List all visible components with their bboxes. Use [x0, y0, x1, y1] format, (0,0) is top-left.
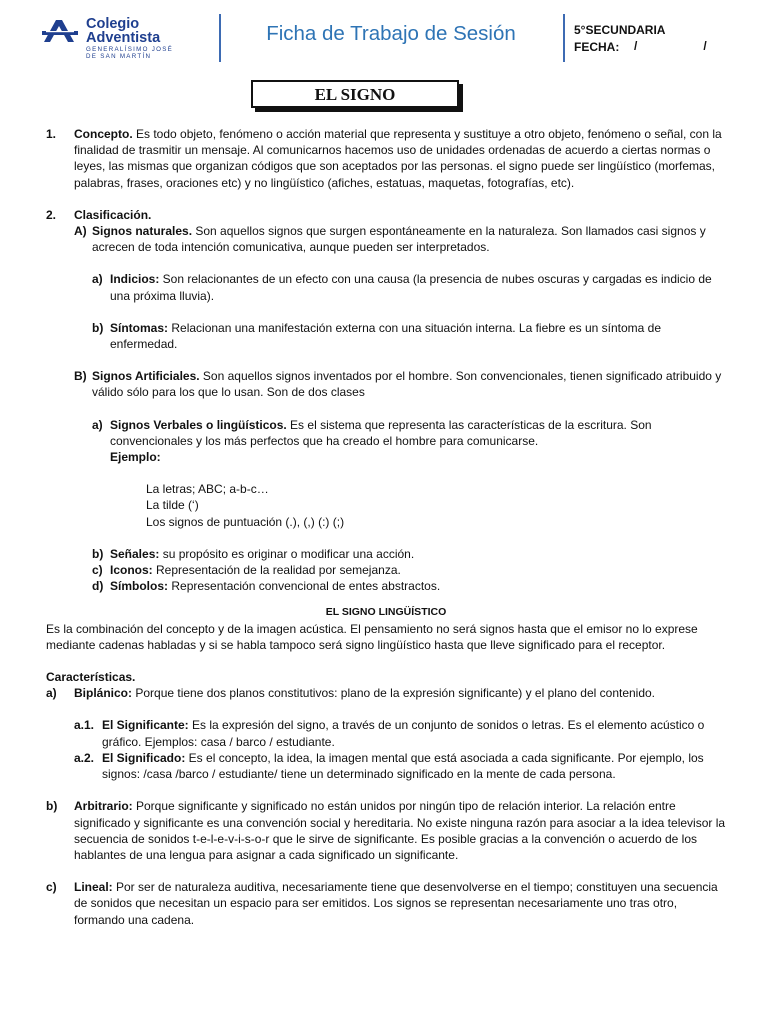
item-label: Símbolos:: [110, 579, 169, 594]
item-label: Indicios:: [110, 272, 160, 287]
example-label: Ejemplo:: [110, 450, 161, 465]
feature-label: El Significado:: [102, 750, 186, 765]
section-number: 1.: [46, 127, 57, 141]
subsection-number: B): [74, 369, 87, 384]
feature-label: Lineal:: [74, 880, 113, 895]
feature-text: Porque tiene dos planos constitutivos: plano de la expresión significante) y el plano del contenido.: [132, 686, 656, 701]
linguistic-sign-text: Es la combinación del concepto y de la imagen acústica. El pensamiento no será signos hasta que el emisor no lo exprese mediante cadenas habladas y si se habla tampoco será signo lingüístico hasta que lleve significado para el receptor.: [46, 621, 698, 652]
logo-sub-line-2: DE SAN MARTÍN: [86, 53, 152, 60]
example-item: Los signos de puntuación (.), (,) (:) (;): [146, 514, 345, 529]
example-list: [46, 481, 726, 530]
features-title: Características.: [46, 670, 136, 685]
feature-text: Es el concepto, la idea, la imagen mental que está asociada a cada significante. Por ejemplo, los signos: /casa /barco / estudiante/ tiene un determinado significado en la mente de cada persona.: [102, 750, 704, 782]
feature-label: Arbitrario:: [74, 799, 133, 814]
item-text: Representación de la realidad por semejanza.: [152, 563, 401, 578]
item-text: Relacionan una manifestación externa con una situación interna. La fiebre es un síntoma de enfermedad.: [110, 320, 661, 352]
item-simbolos: [46, 578, 726, 594]
feature-text: Porque significante y significado no están unidos por ningún tipo de relación interior. La relación entre significado y significante es una convención social y hereditaria. No existe ninguna razón para asociar a la idea televisor la secuencia de sonidos t-e-l-e-v-i-s-o-r que le sirve de significante. Es posible gracias a la convención o acuerdo de los hablantes de una lengua para asignar a cada significado un significante.: [74, 799, 726, 862]
subsection-label: Signos Artificiales.: [92, 369, 200, 384]
feature-text: Por ser de naturaleza auditiva, necesariamente tiene que desenvolverse en el tiempo; constituyen una secuencia de sonidos que necesitan un espacio para ser emitidos. Los signos se representan necesariamente uno tras otro, formando una cadena.: [74, 880, 718, 927]
header-title: Ficha de Trabajo de Sesión: [266, 22, 516, 45]
item-label: Señales:: [110, 546, 160, 561]
subsection-label: Signos naturales.: [92, 224, 193, 239]
subsection-natural-signs: [46, 223, 726, 255]
feature-biplanico: [46, 685, 726, 701]
document-title-box: [251, 80, 459, 108]
feature-number: a.2.: [74, 750, 95, 765]
adventist-logo-icon: [42, 18, 80, 44]
document-body: [46, 126, 726, 928]
subsection-number: A): [74, 224, 87, 239]
header-divider-right: [563, 14, 565, 62]
subsection-text: Son aquellos signos inventados por el hombre. Son convencionales, tienen significado atribuido y válido sólo para los que lo usan. Son de dos clases: [92, 369, 722, 400]
feature-significante: [46, 717, 726, 749]
section-text: Es todo objeto, fenómeno o acción material que representa y sustituye a otro objeto, fenómeno o señal, con la finalidad de trasmitir un mensaje. Al comunicarnos hacemos uso de unidades ordenadas de acuerdo a ciertas normas o leyes, las mismas que organizan códigos que son aceptados por las personas. el signo puede ser lingüístico (morfemas, palabras, frases, oraciones etc) y no lingüístico (afiches, estatuas, maquetas, fotografías, etc).: [74, 127, 722, 190]
feature-significado: [46, 750, 726, 782]
item-text: Son relacionantes de un efecto con una causa (la presencia de nubes oscuras y cargadas es indicio de una próxima lluvia).: [110, 272, 712, 303]
item-senales: [46, 546, 726, 562]
item-verbal-signs: [46, 417, 726, 466]
date-value: / /: [634, 39, 721, 53]
item-number: d): [92, 579, 104, 594]
feature-number: a.1.: [74, 718, 95, 733]
grade-label: 5°SECUNDARIA: [574, 23, 666, 37]
date-label: FECHA:: [574, 40, 620, 54]
item-number: c): [92, 563, 103, 578]
feature-arbitrario: [46, 798, 726, 863]
item-number: a): [92, 272, 103, 287]
linguistic-sign-heading: EL SIGNO LINGÜÍSTICO: [325, 606, 447, 619]
feature-number: b): [46, 799, 58, 814]
feature-number: a): [46, 686, 57, 701]
feature-number: c): [46, 880, 57, 895]
example-item: La letras; ABC; a-b-c…: [146, 482, 269, 497]
item-number: b): [92, 546, 104, 561]
logo-subtitle: [86, 46, 173, 60]
item-label: Signos Verbales o lingüísticos.: [110, 417, 287, 432]
item-label: Síntomas:: [110, 320, 169, 335]
school-logo: [42, 16, 222, 60]
section-label: Concepto.: [74, 127, 133, 141]
page-header: [0, 0, 768, 70]
section-number: 2.: [46, 207, 57, 222]
item-iconos: [46, 562, 726, 578]
feature-text: Es la expresión del signo, a través de un conjunto de sonidos o letras. Es el elemento acústico o gráfico. Ejemplos: casa / barco / estudiante.: [102, 718, 705, 749]
feature-label: Biplánico:: [74, 686, 133, 701]
document-title: EL SIGNO: [314, 85, 396, 104]
example-item: La tilde (‘): [146, 498, 199, 513]
item-label: Iconos:: [110, 563, 153, 578]
logo-sub-line-1: GENERALÍSIMO JOSÉ: [86, 46, 174, 53]
item-number: b): [92, 320, 104, 335]
section-classification: [46, 207, 726, 223]
item-sintomas: [46, 320, 726, 352]
item-indicios: [46, 271, 726, 303]
section-concept: [46, 126, 726, 191]
subsection-text: Son aquellos signos que surgen espontáneamente en la naturaleza. Son llamados casi signos y acrecen de toda intención comunicativa, aunque pueden ser interpretados.: [92, 224, 706, 255]
subsection-artificial-signs: [46, 368, 726, 400]
section-label: Clasificación.: [74, 207, 152, 222]
logo-name: [86, 17, 160, 45]
item-number: a): [92, 417, 103, 432]
feature-lineal: [46, 879, 726, 928]
logo-line-1: Colegio: [86, 16, 140, 32]
item-text: Es el sistema que representa las características de la escritura. Son convencionales y los más perfectos que ha creado el hombre para comunicarse.: [110, 417, 652, 448]
item-text: su propósito es originar o modificar una acción.: [159, 546, 415, 561]
features-heading: [46, 669, 726, 685]
logo-line-2: Adventista: [86, 30, 161, 46]
feature-label: El Significante:: [102, 718, 189, 733]
item-text: Representación convencional de entes abstractos.: [168, 579, 441, 594]
